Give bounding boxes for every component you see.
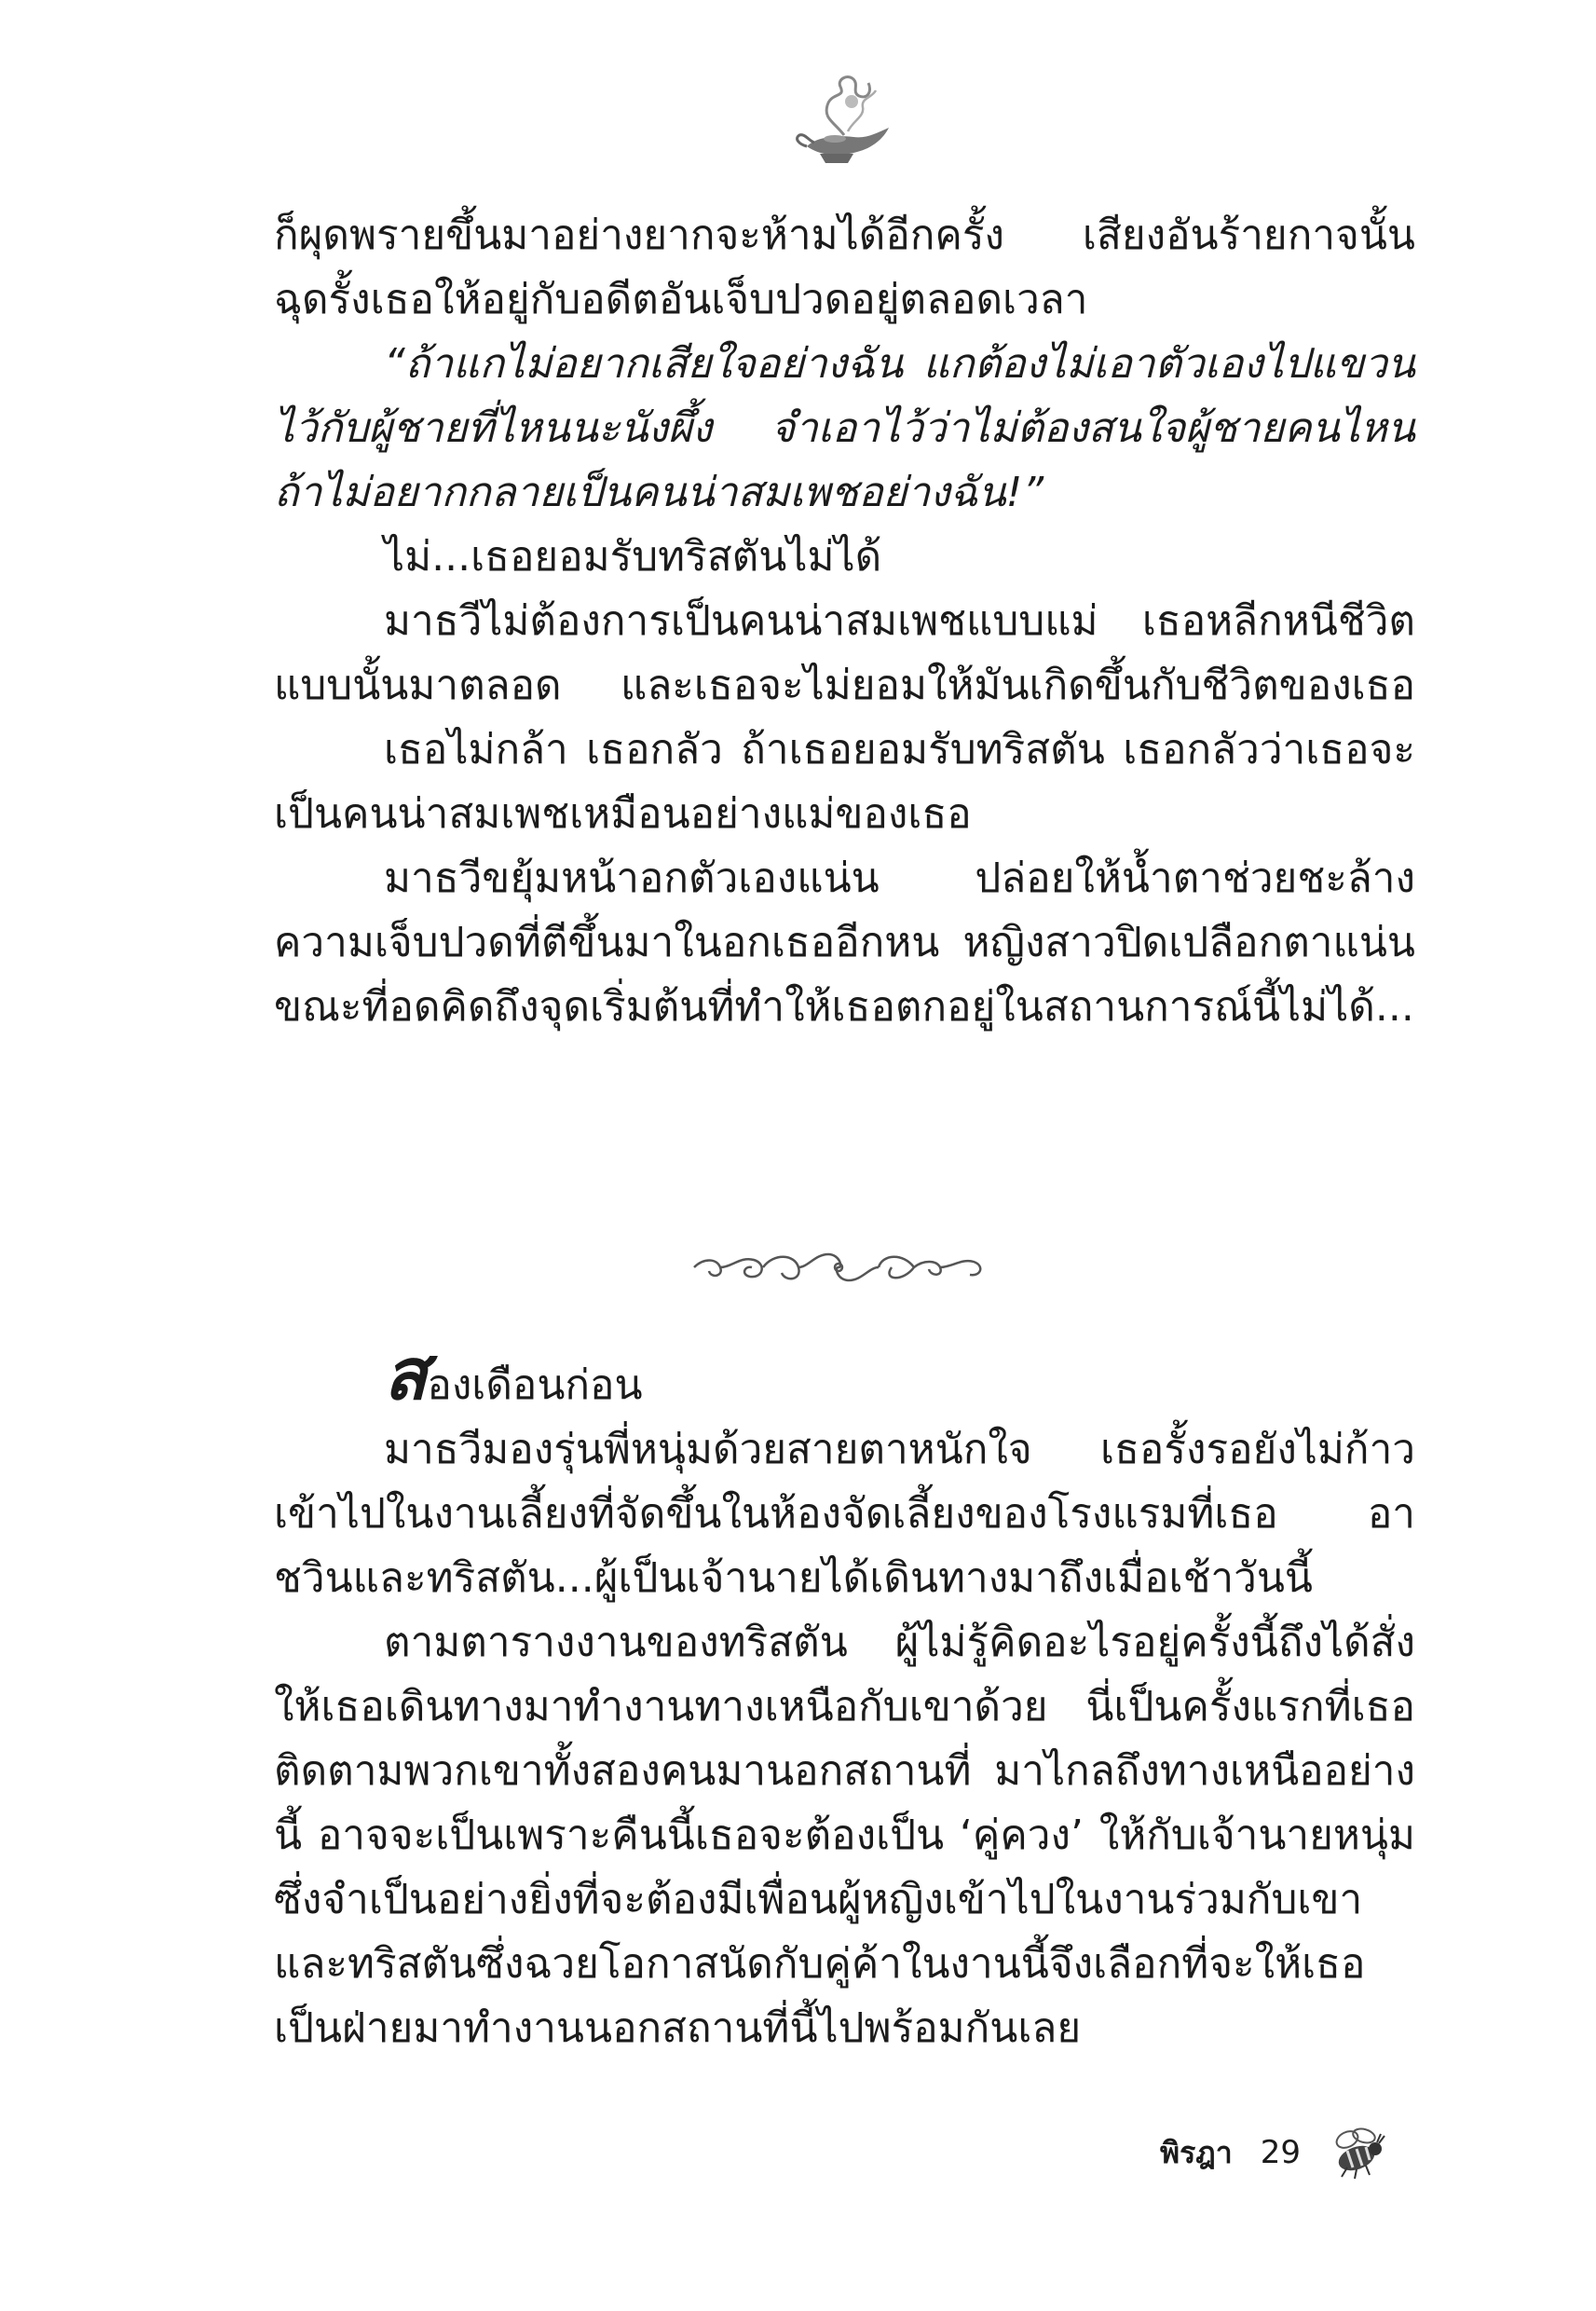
page-number: 29 [1260,2134,1301,2171]
chapter-start-text: องเดือนก่อน [427,1361,643,1409]
paragraph-7: มาธวีมองรุ่นพี่หนุ่มด้วยสายตาหนักใจ เธอรั้งรอยังไม่ก้าวเข้าไปในงานเลี้ยงที่จัดขึ้นในห้องจัดเลี้ยงของโรงแรมที่เธอ อาชวินและทริสตัน...ผู้เป็นเจ้านายได้เดินทางมาถึงเมื่อเช้าวันนี้ [274,1426,1415,1602]
ornamental-flourish-divider-icon [685,1239,992,1295]
drop-cap: ส [384,1333,428,1415]
page-footer [1160,2125,1388,2181]
section-1 [274,203,1415,1039]
paragraph-1: ก็ผุดพรายขึ้นมาอย่างยากจะห้ามได้อีกครั้ง เสียงอันร้ายกาจนั้น ฉุดรั้งเธอให้อยู่กับอดีตอันเจ็บปวดอยู่ตลอดเวลา [274,212,1415,323]
chapter-heading [384,1333,1415,1417]
paragraph-3: ไม่...เธอยอมรับทริสตันไม่ได้ [384,533,882,581]
paragraph-2-quote: “ถ้าแกไม่อยากเสียใจอย่างฉัน แกต้องไม่เอาตัวเองไปแขวนไว้กับผู้ชายที่ไหนนะนังผึ้ง จำเอาไว้ว่าไม่ต้องสนใจผู้ชายคนไหน ถ้าไม่อยากกลายเป็นคนน่าสมเพชอย่างฉัน!” [274,340,1415,516]
lamp-with-smoke-icon [779,70,900,172]
paragraph-4: มาธวีไม่ต้องการเป็นคนน่าสมเพชแบบแม่ เธอหลีกหนีชีวิตแบบนั้นมาตลอด และเธอจะไม่ยอมให้มันเกิดขึ้นกับชีวิตของเธอ [274,597,1415,709]
bee-icon [1329,2125,1388,2181]
book-title: พิรฎา [1160,2134,1233,2170]
paragraph-6: มาธวีขยุ้มหน้าอกตัวเองแน่น ปล่อยให้น้ำตาช่วยชะล้างความเจ็บปวดที่ตีขึ้นมาในอกเธออีกหน หญิงสาวปิดเปลือกตาแน่นขณะที่อดคิดถึงจุดเริ่มต้นที่ทำให้เธอตกอยู่ในสถานการณ์นี้ไม่ได้... [274,855,1415,1031]
paragraph-8: ตามตารางงานของทริสตัน ผู้ไม่รู้คิดอะไรอยู่ครั้งนี้ถึงได้สั่งให้เธอเดินทางมาทำงานทางเหนือกับเขาด้วย นี่เป็นครั้งแรกที่เธอติดตามพวกเขาทั้งสองคนมานอกสถานที่ มาไกลถึงทางเหนืออย่างนี้ อาจจะเป็นเพราะคืนนี้เธอจะต้องเป็น ‘คู่ควง’ ให้กับเจ้านายหนุ่ม ซึ่งจำเป็นอย่างยิ่งที่จะต้องมีเพื่อนผู้หญิงเข้าไปในงานร่วมกับเขา และทริสตันซึ่งฉวยโอกาสนัดกับคู่ค้าในงานนี้จึงเลือกที่จะให้เธอเป็นฝ่ายมาทำงานนอกสถานที่นี้ไปพร้อมกันเลย [274,1619,1415,2052]
paragraph-5: เธอไม่กล้า เธอกลัว ถ้าเธอยอมรับทริสตัน เธอกลัวว่าเธอจะเป็นคนน่าสมเพชเหมือนอย่างแม่ของเธอ [274,726,1415,838]
section-2 [274,1333,1415,2060]
